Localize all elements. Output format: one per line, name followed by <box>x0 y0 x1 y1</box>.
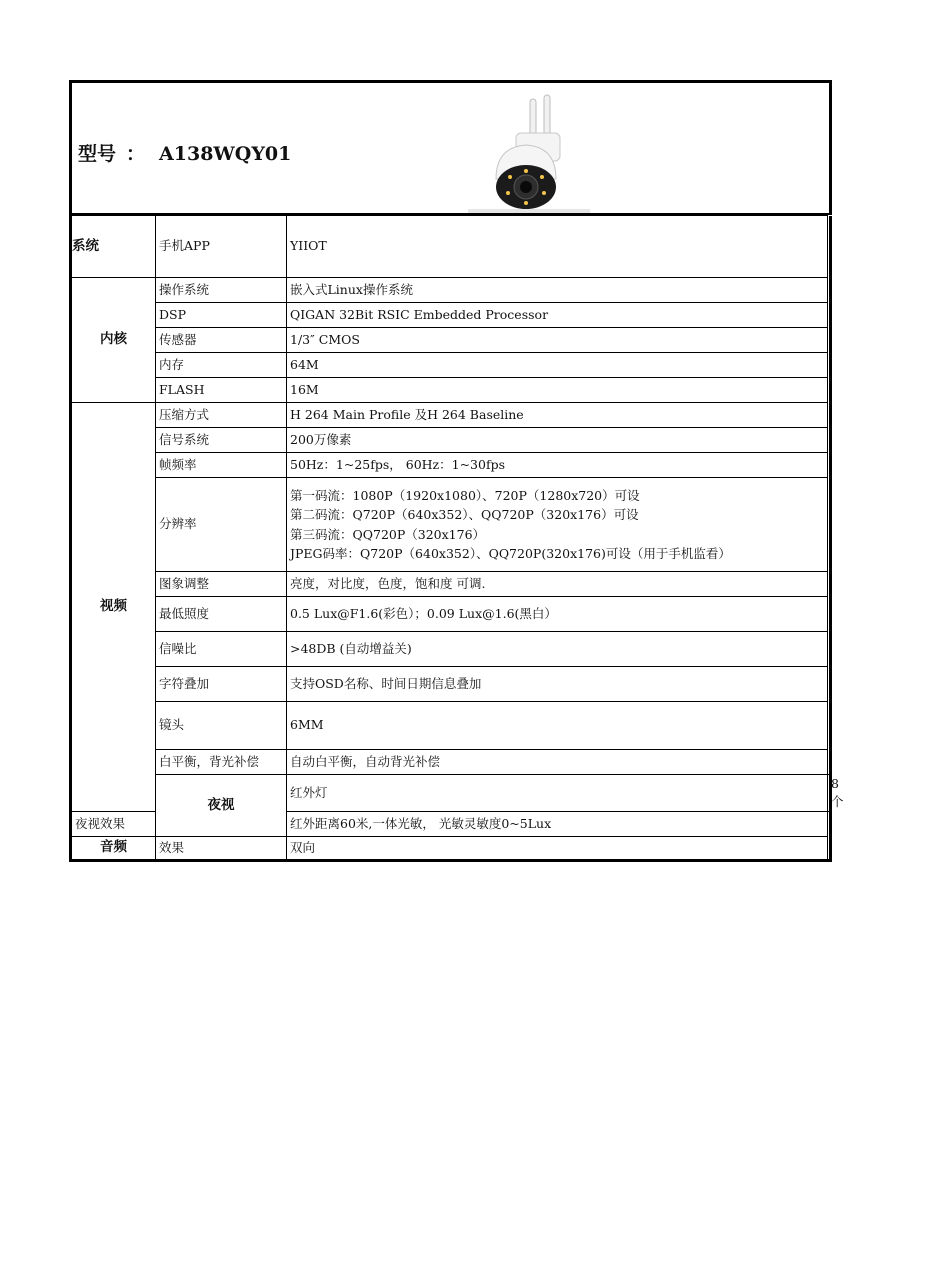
table-row <box>71 403 831 428</box>
section-system: 系统 <box>71 216 156 278</box>
row-label: FLASH <box>156 378 287 403</box>
model-value: A138WQY01 <box>159 143 292 165</box>
row-value: 0.5 Lux@F1.6(彩色）；0.09 Lux@1.6(黑白） <box>287 597 828 632</box>
resolution-line: 第一码流：1080P（1920x1080）、720P（1280x720）可设 <box>290 487 640 503</box>
section-core: 内核 <box>71 278 156 403</box>
table-row <box>71 775 831 812</box>
table-row <box>71 353 831 378</box>
row-label: 帧频率 <box>156 453 287 478</box>
table-row <box>71 837 831 861</box>
row-value <box>287 478 828 572</box>
row-label: 白平衡，背光补偿 <box>156 750 287 775</box>
row-value: YIIOT <box>287 216 828 278</box>
table-row <box>71 572 831 597</box>
model-colon: ： <box>126 143 146 165</box>
row-value: 8个 <box>828 775 831 812</box>
row-label: 传感器 <box>156 328 287 353</box>
row-value: 支持OSD名称、时间日期信息叠加 <box>287 667 828 702</box>
table-row <box>71 597 831 632</box>
row-label: 信噪比 <box>156 632 287 667</box>
spec-sheet <box>69 80 844 856</box>
row-label: 图象调整 <box>156 572 287 597</box>
spec-table <box>69 215 844 862</box>
resolution-line: JPEG码率：Q720P（640x352）、QQ720P(320x176)可设（用于手机监看） <box>290 546 731 561</box>
resolution-line: 第二码流：Q720P（640x352）、QQ720P（320x176）可设 <box>290 507 639 522</box>
row-value: 嵌入式Linux操作系统 <box>287 278 828 303</box>
model-label: 型号 <box>78 143 117 165</box>
row-value: >48DB (自动增益关) <box>287 632 828 667</box>
table-row <box>71 702 831 750</box>
table-row <box>71 478 831 572</box>
table-row <box>71 667 831 702</box>
row-value: H 264 Main Profile 及H 264 Baseline <box>287 403 828 428</box>
row-label: 红外灯 <box>287 775 828 812</box>
row-label: 内存 <box>156 353 287 378</box>
row-value: 自动白平衡，自动背光补偿 <box>287 750 828 775</box>
table-row <box>71 378 831 403</box>
row-label: 压缩方式 <box>156 403 287 428</box>
resolution-line: 第三码流：QQ720P（320x176） <box>290 526 486 542</box>
row-value: 200万像素 <box>287 428 828 453</box>
row-value: 50Hz：1~25fps， 60Hz：1~30fps <box>287 453 828 478</box>
table-row <box>71 428 831 453</box>
table-row <box>71 632 831 667</box>
table-row <box>71 216 831 278</box>
section-night: 夜视 <box>156 775 287 837</box>
row-label: 效果 <box>156 837 287 861</box>
table-row <box>71 750 831 775</box>
row-value: 亮度，对比度，色度，饱和度 可调. <box>287 572 828 597</box>
row-label: 最低照度 <box>156 597 287 632</box>
row-value: 64M <box>287 353 828 378</box>
row-label: 夜视效果 <box>71 812 156 837</box>
table-row <box>71 328 831 353</box>
row-label: DSP <box>156 303 287 328</box>
section-video: 视频 <box>71 403 156 812</box>
row-value: 双向 <box>287 837 828 861</box>
row-value: 1/3″ CMOS <box>287 328 828 353</box>
row-value: 6MM <box>287 702 828 750</box>
model-number <box>78 139 291 166</box>
row-label: 镜头 <box>156 702 287 750</box>
table-row <box>71 303 831 328</box>
table-row <box>71 453 831 478</box>
row-value: 红外距离60米,一体光敏， 光敏灵敏度0~5Lux <box>287 812 828 837</box>
row-value: 16M <box>287 378 828 403</box>
section-audio: 音频 <box>71 837 156 861</box>
camera-image <box>468 95 590 213</box>
row-label: 手机APP <box>156 216 287 278</box>
row-label: 操作系统 <box>156 278 287 303</box>
row-label: 信号系统 <box>156 428 287 453</box>
header-box <box>69 80 832 215</box>
row-value: QIGAN 32Bit RSIC Embedded Processor <box>287 303 828 328</box>
row-label: 分辨率 <box>156 478 287 572</box>
table-row <box>71 278 831 303</box>
row-label: 字符叠加 <box>156 667 287 702</box>
